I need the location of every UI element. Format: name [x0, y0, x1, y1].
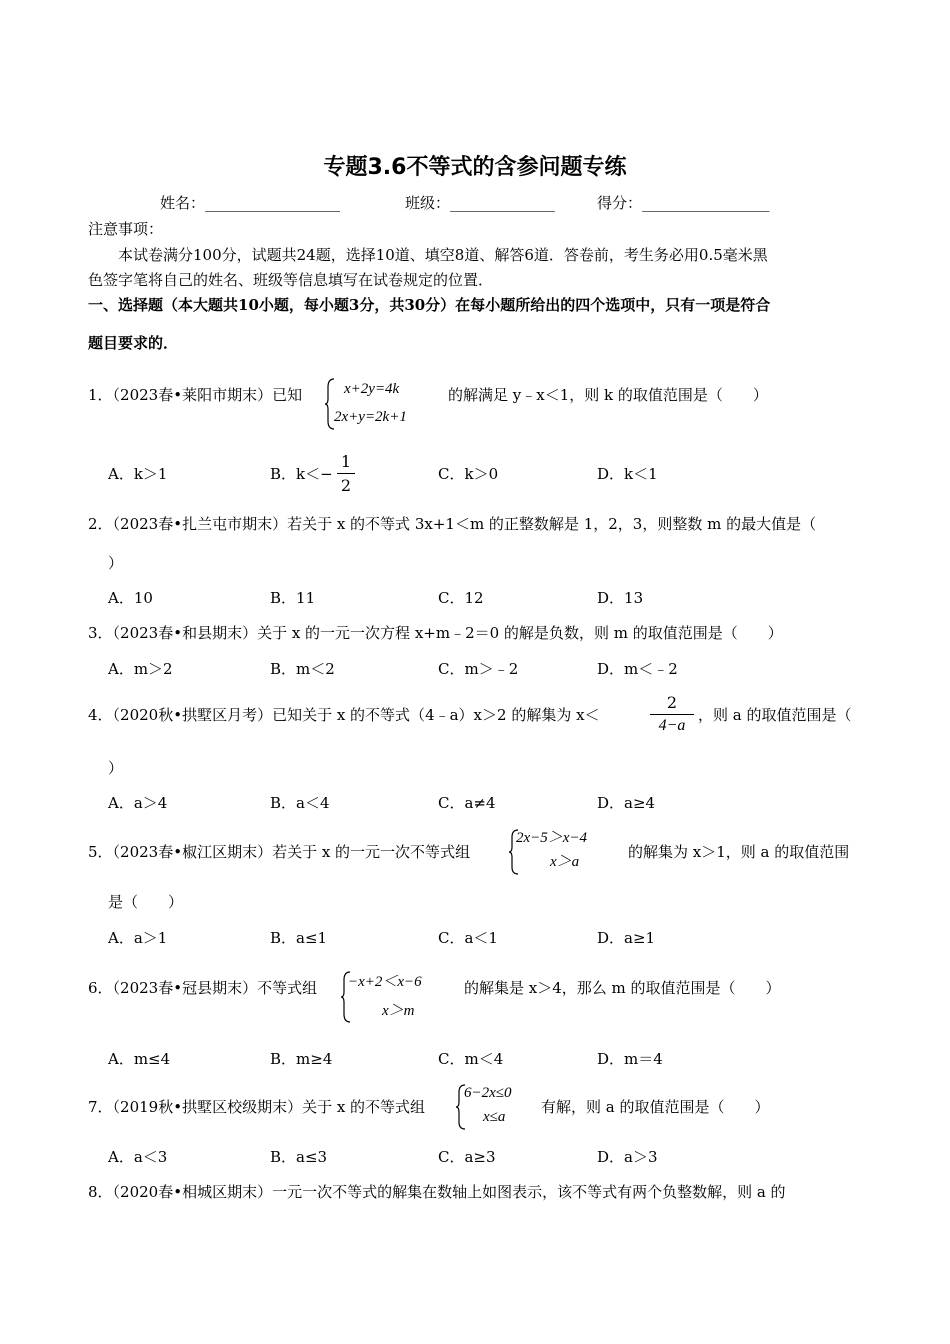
option-d: D．a≥4	[597, 794, 656, 812]
option-c: C．m＞﹣2	[438, 660, 519, 678]
question-6-prefix: 6．（2023春•冠县期末）不等式组	[88, 979, 318, 997]
option-d: D．k＜1	[597, 465, 658, 483]
section-heading: 题目要求的．	[88, 334, 179, 352]
page-title: 专题3.6不等式的含参问题专练	[323, 155, 627, 180]
option-b: B．a≤1	[270, 929, 328, 947]
question-4-prefix: 4．（2020秋•拱墅区月考）已知关于 x 的不等式（4﹣a）x＞2 的解集为 x＜	[88, 706, 600, 724]
option-d: D．13	[597, 589, 644, 607]
option-d: D．a≥1	[597, 929, 656, 947]
system-row: x≤a	[483, 1109, 506, 1125]
question-5-cont: 是（ ）	[108, 893, 184, 911]
inequality-system	[340, 970, 465, 1024]
question-8: 8．（2020春•相城区期末）一元一次不等式的解集在数轴上如图表示，该不等式有两个负整数解，则 a 的	[88, 1183, 786, 1201]
section-heading: 一、选择题（本大题共10小题，每小题3分，共30分）在每小题所给出的四个选项中，只有一项是符合	[88, 296, 771, 314]
system-row: x＞a	[550, 854, 580, 870]
fraction	[650, 693, 694, 735]
option-d: D．m＝4	[597, 1050, 663, 1068]
system-row: −x+2＜x−6	[348, 974, 422, 990]
question-6-suffix: 的解集是 x＞4，那么 m 的取值范围是（ ）	[464, 979, 781, 997]
option-c: C．k＞0	[438, 465, 499, 483]
question-2-cont: ）	[108, 554, 124, 572]
option-a: A．m＞2	[108, 660, 173, 678]
option-b: B．11	[270, 589, 316, 607]
option-d: D．m＜﹣2	[597, 660, 678, 678]
option-c: C．a≥3	[438, 1148, 496, 1166]
equation-system	[324, 377, 444, 431]
question-5-prefix: 5．（2023春•椒江区期末）若关于 x 的一元一次不等式组	[88, 843, 471, 861]
option-d: D．a＞3	[597, 1148, 658, 1166]
option-c: C．a≠4	[438, 794, 496, 812]
system-row: 2x+y=2k+1	[334, 409, 407, 425]
system-row: 6−2x≤0	[464, 1085, 512, 1101]
option-a: A．k＞1	[108, 465, 168, 483]
fraction-denominator: 2	[340, 476, 352, 495]
question-3: 3．（2023春•和县期末）关于 x 的一元一次方程 x+m﹣2＝0 的解是负数，则 m 的取值范围是（ ）	[88, 624, 783, 642]
question-2: 2．（2023春•扎兰屯市期末）若关于 x 的不等式 3x+1＜m 的正整数解是 1，2，3，则整数 m 的最大值是（	[88, 515, 817, 533]
fraction-numerator: 2	[666, 693, 678, 712]
question-7-suffix: 有解，则 a 的取值范围是（ ）	[541, 1098, 770, 1116]
question-1-prefix: 1．（2023春•莱阳市期末）已知	[88, 386, 303, 404]
system-row: x+2y=4k	[344, 381, 400, 397]
option-a: A．a＜3	[108, 1148, 168, 1166]
inequality-system	[455, 1083, 545, 1131]
option-a: A．10	[108, 589, 153, 607]
inequality-system	[508, 828, 628, 876]
question-4-cont: ）	[108, 759, 124, 777]
option-b: B．m＜2	[270, 660, 335, 678]
notes-line: 色签字笔将自己的姓名、班级等信息填写在试卷规定的位置．	[88, 271, 494, 289]
fraction	[337, 452, 355, 495]
option-a: A．m≤4	[108, 1050, 171, 1068]
system-row: x＞m	[382, 1003, 415, 1019]
option-c: C．12	[438, 589, 484, 607]
question-4-suffix: ，则 a 的取值范围是（	[698, 706, 852, 724]
notes-line: 本试卷满分100分，试题共24题，选择10道、填空8道、解答6道．答卷前，考生务必用0.5毫米黑	[118, 246, 768, 264]
class-field: 班级：______________	[405, 194, 556, 212]
option-b: B．m≥4	[270, 1050, 333, 1068]
option-b: B．a＜4	[270, 794, 330, 812]
question-7-prefix: 7．（2019秋•拱墅区校级期末）关于 x 的不等式组	[88, 1098, 426, 1116]
option-b: B．k＜−	[270, 465, 333, 483]
notes-heading: 注意事项：	[88, 220, 164, 238]
option-a: A．a＞1	[108, 929, 168, 947]
question-5-suffix: 的解集为 x＞1，则 a 的取值范围	[628, 843, 850, 861]
score-field: 得分：_________________	[597, 194, 770, 212]
system-row: 2x−5＞x−4	[516, 830, 588, 846]
option-c: C．a＜1	[438, 929, 498, 947]
option-c: C．m＜4	[438, 1050, 504, 1068]
question-1-suffix: 的解满足 y﹣x＜1，则 k 的取值范围是（ ）	[448, 386, 768, 404]
option-a: A．a＞4	[108, 794, 168, 812]
fraction-denominator: 4−a	[658, 717, 686, 734]
name-field: 姓名：__________________	[160, 194, 341, 212]
option-b: B．a≤3	[270, 1148, 328, 1166]
fraction-numerator: 1	[340, 452, 352, 471]
